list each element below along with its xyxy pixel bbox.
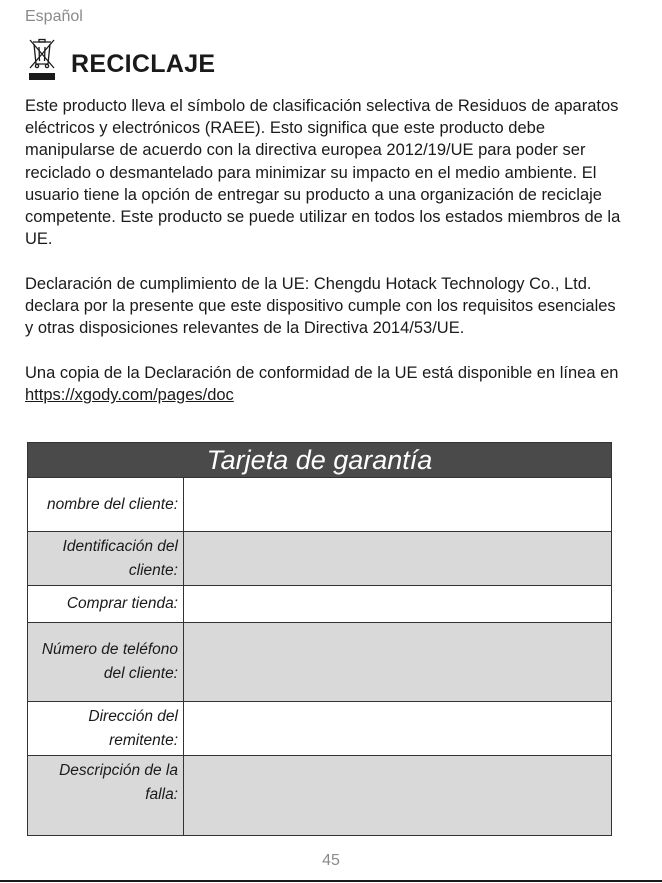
warranty-row-store bbox=[28, 586, 611, 623]
row-label: Número de teléfono del cliente: bbox=[28, 623, 184, 701]
store-field[interactable] bbox=[184, 586, 611, 622]
row-label: Comprar tienda: bbox=[28, 586, 184, 622]
customer-id-field[interactable] bbox=[184, 532, 611, 585]
weee-crossed-bin-icon bbox=[25, 38, 59, 82]
row-label: Dirección del remitente: bbox=[28, 702, 184, 755]
warranty-row-fault-description bbox=[28, 756, 611, 835]
fault-description-field[interactable] bbox=[184, 756, 611, 835]
phone-field[interactable] bbox=[184, 623, 611, 701]
warranty-title: Tarjeta de garantía bbox=[28, 443, 611, 478]
recycling-paragraph: Este producto lleva el símbolo de clasificación selectiva de Residuos de aparatos eléctricos y electrónicos (RAEE). Esto significa que este producto debe manipularse de acuerdo con la directiva europea 2012/19/UE para poder ser reciclado o desmantelado para minimizar su impacto en el medio ambiente. El usuario tiene la opción de entregar su producto a una organización de reciclaje competente. Este producto se puede utilizar en todos los estados miembros de la UE. bbox=[25, 97, 621, 249]
warranty-row-phone bbox=[28, 623, 611, 702]
doc-link[interactable]: https://xgody.com/pages/doc bbox=[25, 386, 234, 405]
declaration-paragraph: Declaración de cumplimiento de la UE: Chengdu Hotack Technology Co., Ltd. declara por la presente que este dispositivo cumple con los requisitos esenciales y otras disposiciones relevantes de la Directiva 2014/53/UE. bbox=[25, 275, 616, 338]
warranty-row-customer-name bbox=[28, 478, 611, 532]
section-title: RECICLAJE bbox=[71, 50, 216, 78]
section-heading bbox=[25, 38, 215, 84]
row-label: nombre del cliente: bbox=[28, 478, 184, 531]
warranty-row-customer-id bbox=[28, 532, 611, 586]
language-label: Español bbox=[25, 8, 83, 25]
row-label: Identificación del cliente: bbox=[28, 532, 184, 585]
row-label: Descripción de la falla: bbox=[28, 756, 184, 835]
warranty-card bbox=[27, 442, 612, 836]
copy-paragraph bbox=[25, 362, 625, 406]
sender-address-field[interactable] bbox=[184, 702, 611, 755]
page-number: 45 bbox=[322, 852, 340, 869]
warranty-row-sender-address bbox=[28, 702, 611, 756]
bottom-rule bbox=[0, 880, 662, 882]
customer-name-field[interactable] bbox=[184, 478, 611, 531]
copy-text: Una copia de la Declaración de conformidad de la UE está disponible en línea en bbox=[25, 364, 619, 382]
